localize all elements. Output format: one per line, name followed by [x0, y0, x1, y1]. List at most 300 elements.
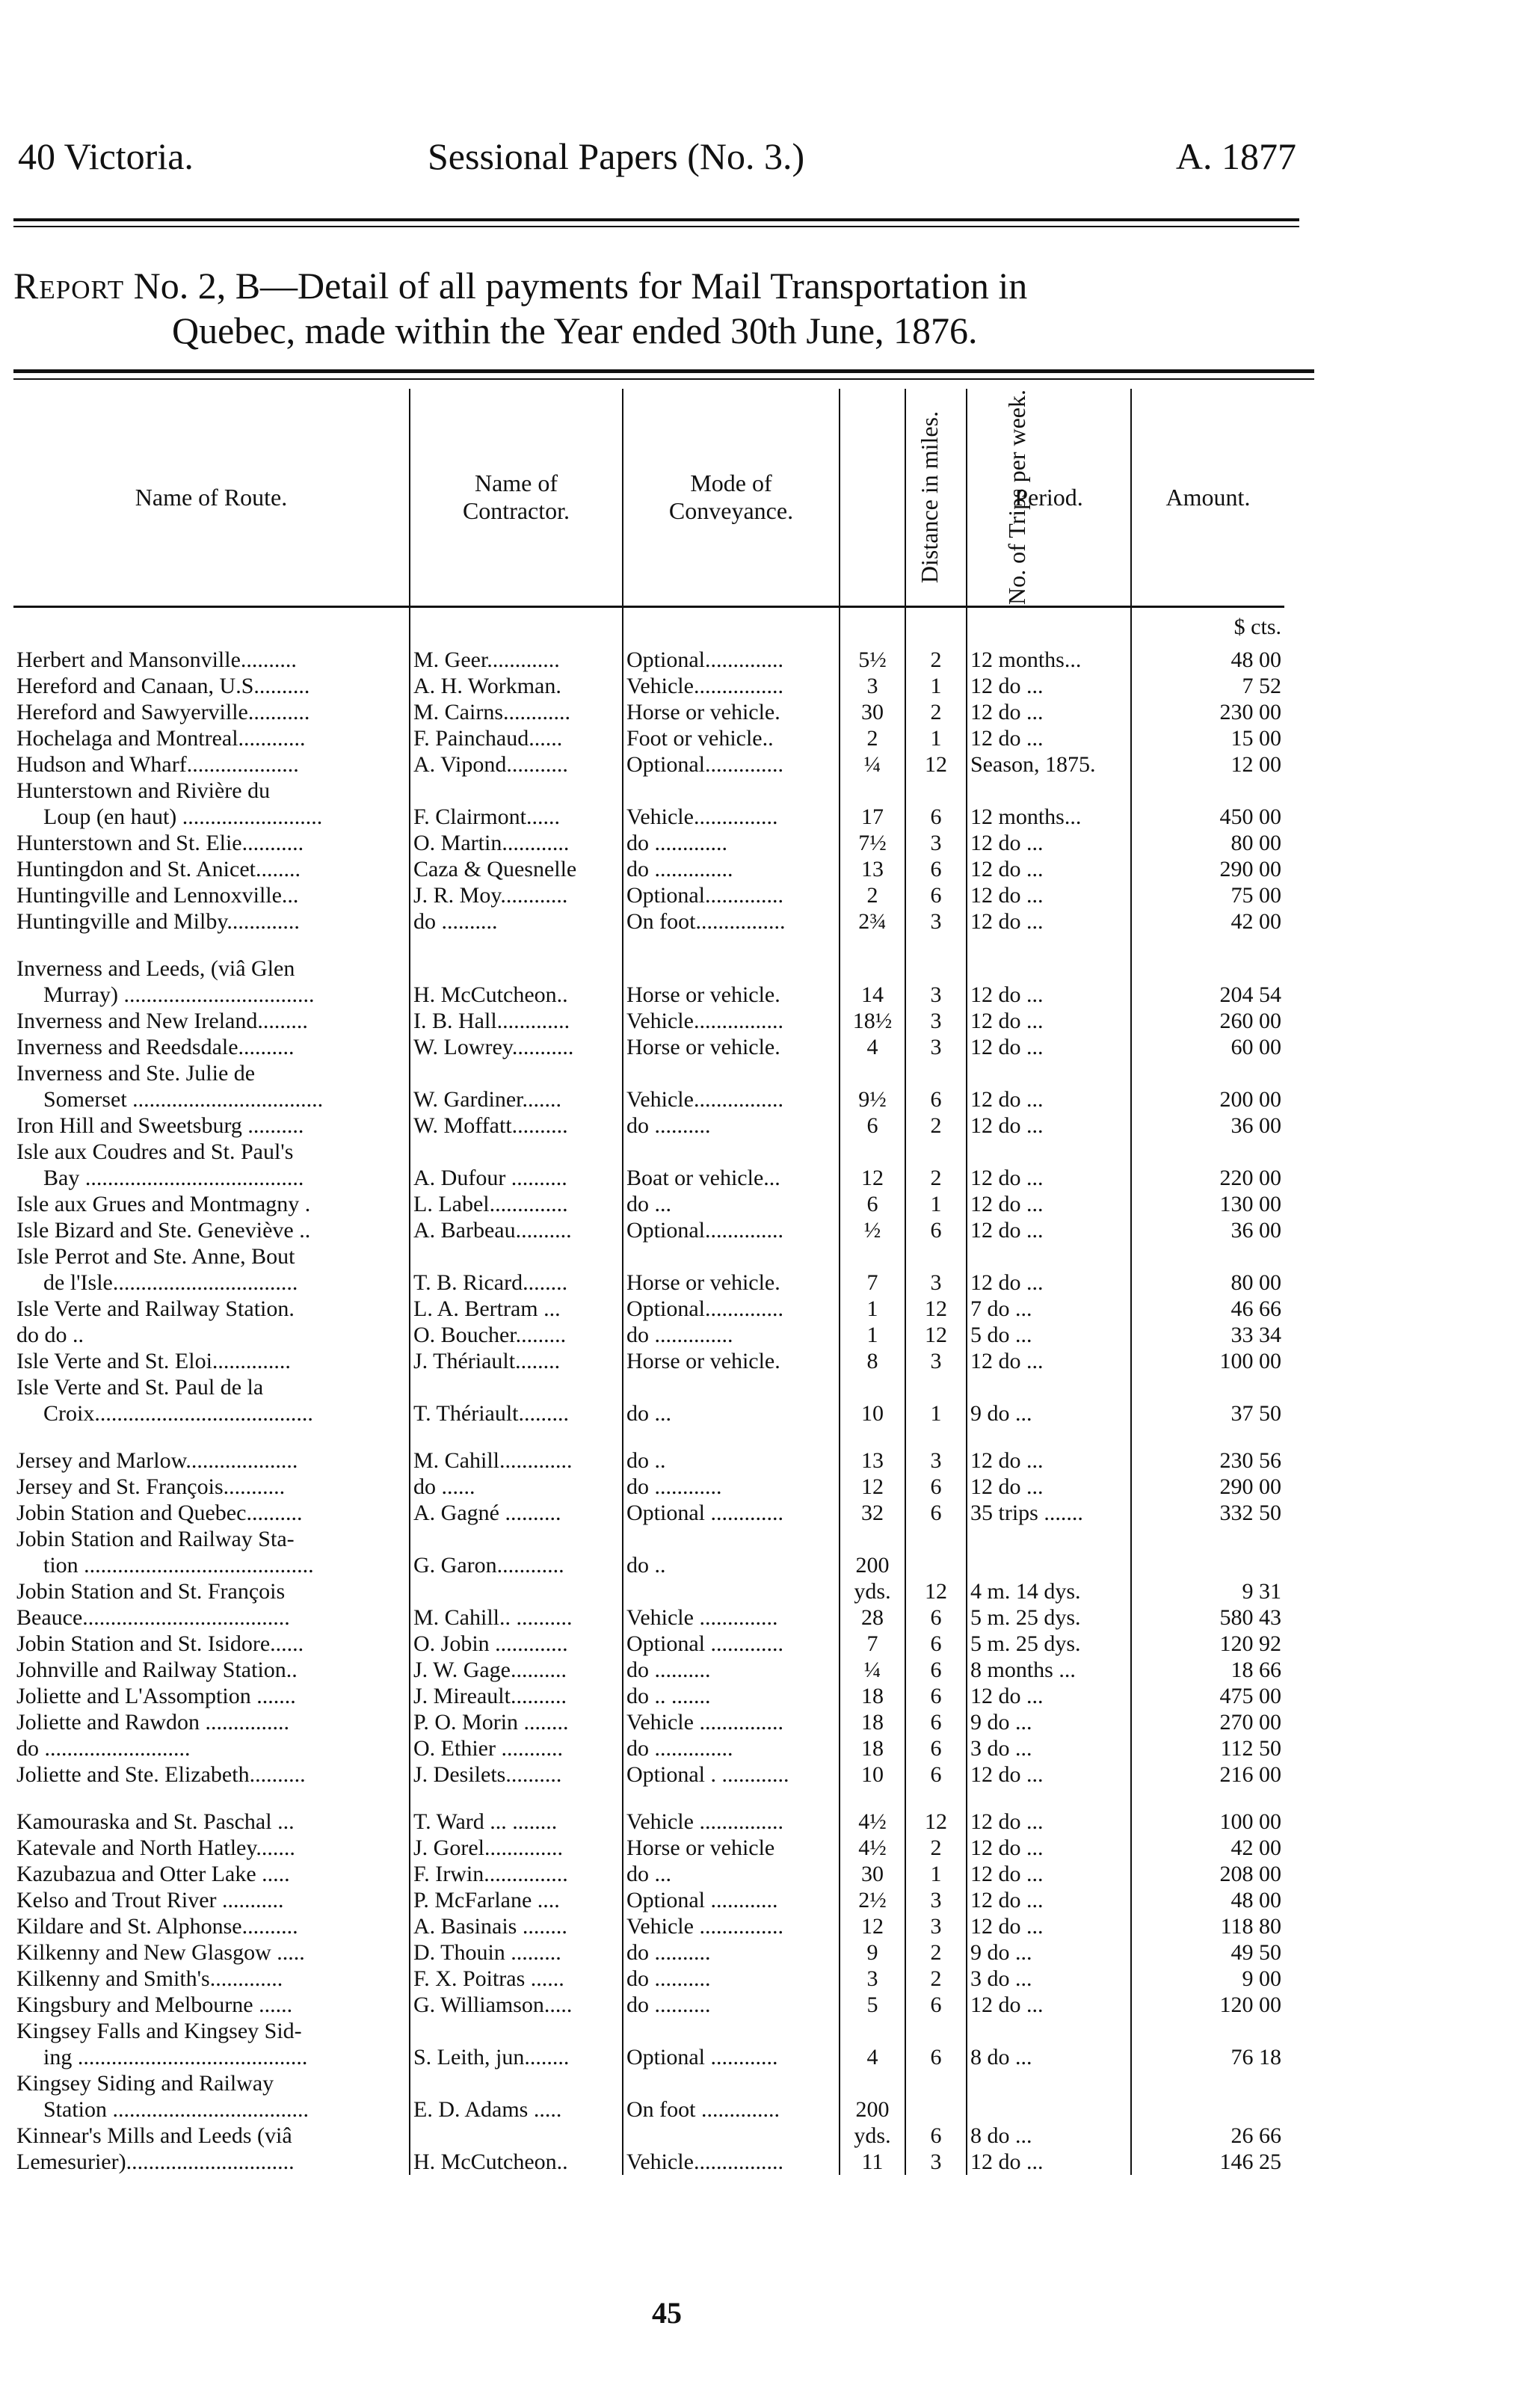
trips-cell: 2: [905, 647, 967, 673]
period-cell: [967, 2018, 1131, 2044]
trips-cell: [905, 1374, 967, 1400]
trips-cell: [905, 2096, 967, 2123]
distance-cell: [840, 1427, 905, 1447]
route-cell: Kilkenny and New Glasgow .....: [16, 1940, 305, 1965]
mode-cell: do ..........: [623, 1657, 840, 1683]
period-cell: 12 do ...: [967, 1447, 1131, 1474]
mode-cell: On foot................: [623, 908, 840, 935]
mode-cell: Optional..............: [623, 751, 840, 778]
route-cell: Station ...................................: [43, 2097, 309, 2122]
contractor-cell: J. W. Gage..........: [410, 1657, 623, 1683]
period-cell: 12 do ...: [967, 1887, 1131, 1913]
trips-cell: 3: [905, 1913, 967, 1939]
contractor-cell: T. Thériault.........: [410, 1400, 623, 1427]
mode-cell: Optional ............: [623, 1887, 840, 1913]
trips-cell: 12: [905, 751, 967, 778]
route-cell: do ..........................: [16, 1736, 191, 1761]
route-cell: Isle Bizard and Ste. Geneviève ..: [16, 1218, 311, 1243]
period-cell: [967, 955, 1131, 982]
distance-cell: 200: [840, 2096, 905, 2123]
table-row: [13, 1552, 1284, 1578]
amount-cell: 130 00: [1131, 1191, 1284, 1217]
header-rule-thick: [13, 218, 1299, 221]
mode-cell: Horse or vehicle.: [623, 699, 840, 725]
route-cell: [13, 1788, 410, 1809]
contractor-cell: [410, 778, 623, 804]
period-cell: [967, 1374, 1131, 1400]
amount-cell: 118 80: [1131, 1913, 1284, 1939]
mode-cell: do ...: [623, 1400, 840, 1427]
distance-cell: 18: [840, 1683, 905, 1709]
amount-cell: 15 00: [1131, 725, 1284, 751]
period-cell: 12 do ...: [967, 673, 1131, 699]
distance-cell: [840, 1243, 905, 1270]
amount-cell: [1131, 1526, 1284, 1552]
amount-cell: [1131, 1427, 1284, 1447]
mode-cell: Optional . ............: [623, 1761, 840, 1788]
trips-cell: 6: [905, 804, 967, 830]
mode-cell: [623, 1578, 840, 1604]
trips-cell: 6: [905, 1735, 967, 1761]
table-row: [13, 1992, 1284, 2018]
period-cell: 12 months...: [967, 804, 1131, 830]
table-row: [13, 882, 1284, 908]
period-cell: 12 do ...: [967, 1913, 1131, 1939]
contractor-cell: T. B. Ricard........: [410, 1270, 623, 1296]
amount-cell: 37 50: [1131, 1400, 1284, 1427]
contractor-cell: do ......: [410, 1474, 623, 1500]
period-cell: 12 do ...: [967, 1835, 1131, 1861]
trips-cell: 6: [905, 1474, 967, 1500]
distance-cell: [840, 2070, 905, 2096]
trips-cell: 6: [905, 1086, 967, 1113]
period-cell: 12 do ...: [967, 2149, 1131, 2175]
period-cell: 12 do ...: [967, 1761, 1131, 1788]
distance-cell: 6: [840, 1113, 905, 1139]
distance-cell: ¼: [840, 751, 905, 778]
table-row: [13, 1809, 1284, 1835]
amount-cell: 120 00: [1131, 1992, 1284, 2018]
route-cell: Kingsey Falls and Kingsey Sid-: [16, 2019, 302, 2043]
period-cell: 8 do ...: [967, 2044, 1131, 2070]
trips-cell: [905, 2018, 967, 2044]
period-cell: 12 do ...: [967, 699, 1131, 725]
route-cell: Hunterstown and St. Elie...........: [16, 831, 304, 855]
mode-cell: do .............: [623, 830, 840, 856]
trips-cell: 1: [905, 673, 967, 699]
table-row: [13, 1526, 1284, 1552]
amount-cell: 9 31: [1131, 1578, 1284, 1604]
amount-cell: [1131, 1139, 1284, 1165]
table-row: [13, 1243, 1284, 1270]
mode-cell: Horse or vehicle.: [623, 1348, 840, 1374]
contractor-cell: A. Barbeau..........: [410, 1217, 623, 1243]
table-row: [13, 2044, 1284, 2070]
route-cell: Hochelaga and Montreal............: [16, 726, 306, 751]
contractor-cell: do ..........: [410, 908, 623, 935]
mode-cell: [623, 1374, 840, 1400]
mode-cell: [623, 1243, 840, 1270]
period-cell: 12 do ...: [967, 1217, 1131, 1243]
contractor-cell: F. Clairmont......: [410, 804, 623, 830]
distance-cell: 13: [840, 1447, 905, 1474]
amount-units: $ cts.: [1131, 607, 1284, 647]
contractor-cell: D. Thouin .........: [410, 1939, 623, 1966]
period-cell: [967, 1788, 1131, 1809]
mode-cell: [623, 2018, 840, 2044]
table-row: [13, 1939, 1284, 1966]
table-row: [13, 699, 1284, 725]
trips-cell: 6: [905, 1217, 967, 1243]
table-row: [13, 1447, 1284, 1474]
distance-cell: ¼: [840, 1657, 905, 1683]
table-row: [13, 1348, 1284, 1374]
mode-cell: Vehicle................: [623, 1008, 840, 1034]
amount-cell: 230 00: [1131, 699, 1284, 725]
period-cell: 12 do ...: [967, 1683, 1131, 1709]
route-cell: Hereford and Canaan, U.S..........: [16, 674, 310, 698]
trips-cell: 1: [905, 1861, 967, 1887]
mode-cell: Horse or vehicle.: [623, 1270, 840, 1296]
table-row: [13, 2070, 1284, 2096]
mode-cell: do ..........: [623, 1113, 840, 1139]
contractor-cell: [410, 1374, 623, 1400]
table-row: [13, 1113, 1284, 1139]
distance-cell: 4: [840, 2044, 905, 2070]
route-cell: Loup (en haut) .........................: [43, 804, 323, 829]
amount-cell: 9 00: [1131, 1966, 1284, 1992]
contractor-cell: L. A. Bertram ...: [410, 1296, 623, 1322]
table-row: [13, 1270, 1284, 1296]
route-cell: Isle Verte and St. Eloi..............: [16, 1349, 291, 1373]
trips-cell: 1: [905, 1400, 967, 1427]
amount-cell: [1131, 935, 1284, 955]
period-cell: 12 do ...: [967, 1474, 1131, 1500]
mode-cell: [623, 1526, 840, 1552]
spacer-row: [13, 1427, 1284, 1447]
contractor-cell: A. Gagné ..........: [410, 1500, 623, 1526]
table-row: [13, 1966, 1284, 1992]
contractor-cell: F. Irwin...............: [410, 1861, 623, 1887]
page-number: 45: [652, 2296, 682, 2330]
route-cell: Bay .......................................: [43, 1166, 304, 1190]
distance-cell: 10: [840, 1400, 905, 1427]
amount-cell: 33 34: [1131, 1322, 1284, 1348]
column-header-period: Period.: [967, 389, 1131, 607]
header-year: A. 1877: [1175, 135, 1296, 177]
contractor-cell: [410, 1243, 623, 1270]
header-sessional-papers: Sessional Papers (No. 3.): [428, 135, 805, 177]
mode-cell: Horse or vehicle.: [623, 1034, 840, 1060]
route-cell: Inverness and Ste. Julie de: [16, 1061, 256, 1086]
period-cell: 4 m. 14 dys.: [967, 1578, 1131, 1604]
amount-cell: 60 00: [1131, 1034, 1284, 1060]
trips-cell: 2: [905, 1966, 967, 1992]
contractor-cell: [410, 935, 623, 955]
table-row: [13, 2123, 1284, 2149]
distance-cell: 13: [840, 856, 905, 882]
amount-cell: 76 18: [1131, 2044, 1284, 2070]
contractor-cell: J. Thériault........: [410, 1348, 623, 1374]
mode-cell: Foot or vehicle..: [623, 725, 840, 751]
contractor-cell: F. X. Poitras ......: [410, 1966, 623, 1992]
route-cell: Johnville and Railway Station..: [16, 1658, 298, 1682]
route-cell: Kamouraska and St. Paschal ...: [16, 1809, 295, 1834]
route-cell: Jobin Station and St. François: [16, 1579, 286, 1604]
route-cell: Croix.......................................: [43, 1401, 313, 1426]
route-cell: Kildare and St. Alphonse..........: [16, 1914, 298, 1939]
route-cell: do do ..: [16, 1323, 84, 1347]
distance-cell: 18: [840, 1735, 905, 1761]
distance-cell: 30: [840, 1861, 905, 1887]
amount-cell: [1131, 955, 1284, 982]
distance-cell: [840, 1374, 905, 1400]
amount-cell: 146 25: [1131, 2149, 1284, 2175]
route-cell: Jersey and St. François...........: [16, 1474, 286, 1499]
distance-cell: 7: [840, 1270, 905, 1296]
period-cell: 12 do ...: [967, 882, 1131, 908]
column-header-trips: No. of Trips per week.: [905, 389, 967, 607]
table-row: [13, 1086, 1284, 1113]
period-cell: 12 do ...: [967, 830, 1131, 856]
amount-cell: 26 66: [1131, 2123, 1284, 2149]
mode-cell: Optional..............: [623, 647, 840, 673]
mode-cell: do ..............: [623, 856, 840, 882]
title-rule-thin: [13, 378, 1314, 380]
route-cell: Huntingdon and St. Anicet........: [16, 857, 301, 881]
trips-cell: 1: [905, 725, 967, 751]
route-cell: Joliette and L'Assomption .......: [16, 1684, 296, 1708]
amount-cell: 36 00: [1131, 1113, 1284, 1139]
period-cell: 12 do ...: [967, 1008, 1131, 1034]
amount-cell: 100 00: [1131, 1348, 1284, 1374]
trips-cell: [905, 1552, 967, 1578]
distance-cell: 7: [840, 1631, 905, 1657]
amount-cell: 290 00: [1131, 1474, 1284, 1500]
payments-table: [13, 389, 1284, 2175]
distance-cell: 4½: [840, 1835, 905, 1861]
table-row: [13, 778, 1284, 804]
distance-cell: 5½: [840, 647, 905, 673]
trips-cell: [905, 955, 967, 982]
distance-cell: 3: [840, 673, 905, 699]
period-cell: 12 do ...: [967, 1191, 1131, 1217]
contractor-cell: W. Moffatt..........: [410, 1113, 623, 1139]
route-cell: Jersey and Marlow....................: [16, 1448, 298, 1473]
trips-cell: 3: [905, 1008, 967, 1034]
amount-cell: 42 00: [1131, 1835, 1284, 1861]
mode-cell: Vehicle ...............: [623, 1809, 840, 1835]
amount-cell: [1131, 1243, 1284, 1270]
mode-cell: do ...: [623, 1191, 840, 1217]
header-rule-thin: [13, 226, 1299, 227]
route-cell: Isle Verte and St. Paul de la: [16, 1375, 264, 1400]
trips-cell: [905, 1139, 967, 1165]
mode-cell: Optional..............: [623, 882, 840, 908]
contractor-cell: [410, 2018, 623, 2044]
table-row: [13, 751, 1284, 778]
period-cell: [967, 778, 1131, 804]
trips-cell: 6: [905, 2044, 967, 2070]
units-row: [13, 607, 1284, 647]
mode-cell: do ..........: [623, 1939, 840, 1966]
table-row: [13, 955, 1284, 982]
amount-cell: 100 00: [1131, 1809, 1284, 1835]
amount-cell: 18 66: [1131, 1657, 1284, 1683]
route-cell: Kingsey Siding and Railway: [16, 2071, 274, 2096]
contractor-cell: [410, 1526, 623, 1552]
contractor-cell: [410, 1139, 623, 1165]
trips-cell: 1: [905, 1191, 967, 1217]
route-cell: Kilkenny and Smith's.............: [16, 1966, 283, 1991]
table-row: [13, 1060, 1284, 1086]
distance-cell: 4½: [840, 1809, 905, 1835]
amount-cell: 220 00: [1131, 1165, 1284, 1191]
route-cell: Jobin Station and Quebec..........: [16, 1501, 303, 1525]
mode-cell: [623, 1060, 840, 1086]
contractor-cell: [410, 1427, 623, 1447]
period-cell: [967, 1427, 1131, 1447]
distance-cell: 7½: [840, 830, 905, 856]
amount-cell: [1131, 778, 1284, 804]
amount-cell: 12 00: [1131, 751, 1284, 778]
amount-cell: 270 00: [1131, 1709, 1284, 1735]
distance-cell: 17: [840, 804, 905, 830]
contractor-cell: W. Gardiner.......: [410, 1086, 623, 1113]
title-rule-thick: [13, 369, 1314, 373]
amount-cell: 208 00: [1131, 1861, 1284, 1887]
contractor-cell: P. O. Morin ........: [410, 1709, 623, 1735]
table-row: [13, 1735, 1284, 1761]
period-cell: 12 do ...: [967, 1034, 1131, 1060]
distance-cell: [840, 778, 905, 804]
table-row: [13, 1034, 1284, 1060]
column-header-amount: Amount.: [1131, 389, 1284, 607]
period-cell: 5 do ...: [967, 1322, 1131, 1348]
report-title-line-2: Quebec, made within the Year ended 30th June, 1876.: [172, 310, 978, 351]
trips-cell: 3: [905, 1270, 967, 1296]
table-header-row: [13, 389, 1284, 607]
distance-cell: 14: [840, 982, 905, 1008]
distance-cell: 32: [840, 1500, 905, 1526]
table-row: [13, 1683, 1284, 1709]
trips-cell: 6: [905, 1761, 967, 1788]
table-row: [13, 2096, 1284, 2123]
contractor-cell: [410, 1060, 623, 1086]
route-cell: Kinnear's Mills and Leeds (viâ: [16, 2123, 292, 2148]
mode-cell: [623, 955, 840, 982]
distance-cell: 11: [840, 2149, 905, 2175]
table-row: [13, 1913, 1284, 1939]
column-header-route: Name of Route.: [13, 389, 410, 607]
trips-cell: 12: [905, 1296, 967, 1322]
report-title-rest: No. 2, B—Detail of all payments for Mail Transportation in: [124, 265, 1028, 307]
route-cell: Huntingville and Milby.............: [16, 909, 300, 934]
distance-cell: 2¾: [840, 908, 905, 935]
mode-cell: Vehicle ...............: [623, 1913, 840, 1939]
distance-cell: [840, 1788, 905, 1809]
period-cell: 35 trips .......: [967, 1500, 1131, 1526]
period-cell: 8 months ...: [967, 1657, 1131, 1683]
distance-cell: 12: [840, 1165, 905, 1191]
distance-cell: [840, 1139, 905, 1165]
trips-cell: [905, 1243, 967, 1270]
distance-cell: 2: [840, 725, 905, 751]
period-cell: [967, 1243, 1131, 1270]
route-cell: Katevale and North Hatley.......: [16, 1835, 295, 1860]
period-cell: 12 do ...: [967, 908, 1131, 935]
distance-cell: 2½: [840, 1887, 905, 1913]
table-row: [13, 1761, 1284, 1788]
table-row: [13, 2149, 1284, 2175]
column-header-mode: Mode of Conveyance.: [623, 389, 840, 607]
route-cell: Murray) ..................................: [43, 982, 315, 1007]
table-row: [13, 1474, 1284, 1500]
period-cell: 7 do ...: [967, 1296, 1131, 1322]
amount-cell: 475 00: [1131, 1683, 1284, 1709]
period-cell: 8 do ...: [967, 2123, 1131, 2149]
contractor-cell: M. Cahill.. ..........: [410, 1604, 623, 1631]
table-row: [13, 673, 1284, 699]
period-cell: [967, 1060, 1131, 1086]
period-cell: 9 do ...: [967, 1400, 1131, 1427]
mode-cell: Vehicle ...............: [623, 1709, 840, 1735]
contractor-cell: A. Basinais ........: [410, 1913, 623, 1939]
table-row: [13, 1500, 1284, 1526]
amount-cell: 75 00: [1131, 882, 1284, 908]
table-row: [13, 1709, 1284, 1735]
amount-cell: 260 00: [1131, 1008, 1284, 1034]
mode-cell: Horse or vehicle.: [623, 982, 840, 1008]
table-row: [13, 856, 1284, 882]
trips-cell: 3: [905, 2149, 967, 2175]
table-row: [13, 1887, 1284, 1913]
contractor-cell: [410, 2070, 623, 2096]
distance-cell: 9½: [840, 1086, 905, 1113]
amount-cell: 48 00: [1131, 647, 1284, 673]
period-cell: [967, 2070, 1131, 2096]
amount-cell: 80 00: [1131, 1270, 1284, 1296]
mode-cell: Vehicle................: [623, 1086, 840, 1113]
amount-cell: 200 00: [1131, 1086, 1284, 1113]
route-cell: Isle Perrot and Ste. Anne, Bout: [16, 1244, 295, 1269]
header-volume: 40 Victoria.: [18, 135, 194, 177]
contractor-cell: [410, 1578, 623, 1604]
distance-cell: 1: [840, 1322, 905, 1348]
trips-cell: [905, 2070, 967, 2096]
table-row: [13, 725, 1284, 751]
amount-cell: 332 50: [1131, 1500, 1284, 1526]
distance-cell: 5: [840, 1992, 905, 2018]
table-row: [13, 1191, 1284, 1217]
period-cell: 9 do ...: [967, 1939, 1131, 1966]
amount-cell: 46 66: [1131, 1296, 1284, 1322]
trips-cell: 2: [905, 1113, 967, 1139]
amount-cell: 7 52: [1131, 673, 1284, 699]
period-cell: 12 do ...: [967, 1113, 1131, 1139]
table-row: [13, 1322, 1284, 1348]
table-row: [13, 1578, 1284, 1604]
mode-cell: Optional..............: [623, 1217, 840, 1243]
route-cell: Kazubazua and Otter Lake .....: [16, 1862, 290, 1886]
route-cell: Jobin Station and St. Isidore......: [16, 1631, 304, 1656]
route-cell: Isle aux Grues and Montmagny .: [16, 1192, 311, 1216]
period-cell: 12 do ...: [967, 1809, 1131, 1835]
amount-cell: 49 50: [1131, 1939, 1284, 1966]
table-row: [13, 1604, 1284, 1631]
period-cell: 12 do ...: [967, 1348, 1131, 1374]
contractor-cell: T. Ward ... ........: [410, 1809, 623, 1835]
